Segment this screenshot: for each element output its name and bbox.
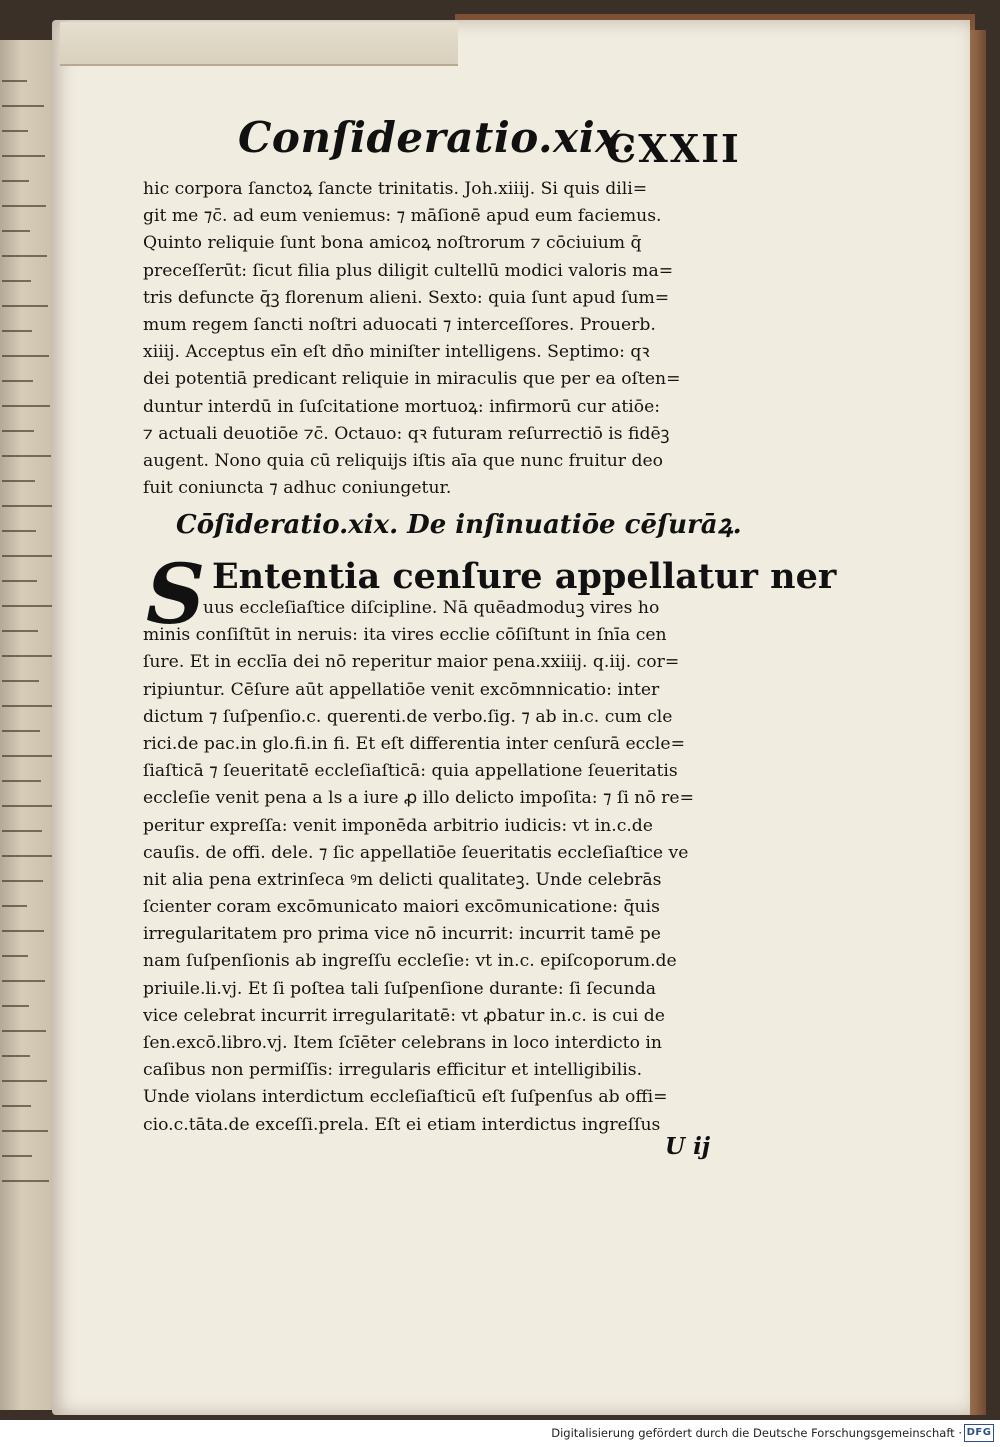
facing-page-text-fragment [2,580,37,582]
text-line: ſure. Et in ecclīa dei nō reperitur maior pena.xxiiij. q.iij. cor= [143,652,680,673]
text-line: mum regem ſancti noſtri aduocati ⁊ interceſſores. Prouerb. [143,314,656,335]
text-line: caſibus non permiſſis: irregularis efficitur et intelligibilis. [143,1060,643,1081]
facing-page-text-fragment [2,305,48,307]
facing-page-text-fragment [2,605,54,607]
facing-page-text-fragment [2,280,31,282]
text-line: xiiij. Acceptus eīn eſt dn̄o miniſter intelligens. Septimo: qꝛ [143,342,650,363]
text-line: vice celebrat incurrit irregularitatē: vt ꝓbatur in.c. is cui de [143,1005,665,1026]
text-line: cio.c.tāta.de exceſſi.prela. Eſt ei etiam interdictus ingreſſus [143,1114,661,1135]
facing-page-text-fragment [2,1130,48,1132]
dfg-logo-icon: DFG [964,1424,994,1442]
facing-page-text-fragment [2,955,28,957]
text-line: minis conſiſtūt in neruis: ita vires ecclie cōſiſtunt in ſnīa cen [143,625,667,646]
text-line: duntur interdū in ſuſcitatione mortuoꝝ: infirmorū cur atiōe: [143,396,661,417]
paragraph-2 [143,595,763,1139]
text-line: ſiaſticā ⁊ ſeueritatē eccleſiaſticā: quia appellatione ſeueritatis [143,761,678,782]
facing-page-text-fragment [2,730,40,732]
facing-page-text-fragment [2,80,27,82]
facing-page-text-fragment [2,455,51,457]
text-line: priuile.li.vj. Et ſi poſtea tali ſuſpenſione durante: ſi ſecunda [143,978,656,999]
text-line: ripiuntur. Cēſure aūt appellatiōe venit excōmnnicatio: inter [143,679,660,700]
facing-page-text-fragment [2,105,44,107]
facing-page-text-fragment [2,880,43,882]
facing-page-text-fragment [2,130,28,132]
facing-page-text-fragment [2,1030,46,1032]
facing-page-text-fragment [2,180,29,182]
facing-page-text-fragment [2,680,39,682]
text-line: fuit coniuncta ⁊ adhuc coniungetur. [143,478,452,499]
funding-credit: Digitalisierung gefördert durch die Deutsche Forschungsgemeinschaft · [551,1426,962,1440]
facing-page-text-fragment [2,505,52,507]
text-line: eccleſie venit pena a ls a iure ꝓ illo delicto impoſita: ⁊ ſi nō re= [143,788,694,809]
text-line: dei potentiā predicant reliquie in miraculis que per ea oſten= [143,369,681,390]
text-line: nit alia pena extrinſeca ꝰm delicti qualitateꝫ. Unde celebrās [143,869,662,890]
footer-bar [0,1420,1000,1447]
paper-tab [60,22,458,66]
facing-page-text-fragment [2,755,57,757]
text-line: cauſis. de offi. dele. ⁊ ſic appellatiōe ſeueritatis eccleſiaſtice ve [143,842,689,863]
text-line: preceſſerūt: ſicut filia plus diligit cultellū modici valoris ma= [143,260,674,281]
facing-page-text-fragment [2,705,56,707]
text-line: git me ⁊c̄. ad eum veniemus: ⁊ māſionē apud eum faciemus. [143,206,662,227]
facing-page-text-fragment [2,355,49,357]
facing-page-text-fragment [2,930,44,932]
facing-page-text-fragment [2,1005,29,1007]
decorated-initial: S [146,547,206,643]
facing-page-text-fragment [2,480,35,482]
signature-mark: U ij [665,1133,711,1160]
section-heading: Cōſideratio.xix. De inſinuatiōe cēſurāꝝ. [176,510,742,540]
facing-page-text-fragment [2,155,45,157]
facing-page-text-fragment [2,555,53,557]
text-line: ⁊ actuali deuotiōe ⁊c̄. Octauo: qꝛ futuram reſurrectiō is fidēꝫ [143,423,670,444]
facing-page-text-fragment [2,1080,47,1082]
facing-page-text-fragment [2,1180,49,1182]
text-line: uus eccleſiaſtice diſcipline. Nā quēadmoduꝫ vires ho [203,598,660,618]
facing-page-text-fragment [2,430,34,432]
facing-page-text-fragment [2,330,32,332]
facing-page-text-fragment [2,830,42,832]
facing-page-text-fragment [2,630,38,632]
facing-page-text-fragment [2,855,59,857]
facing-page-text-fragment [2,405,50,407]
folio-number: CXXII [606,126,741,171]
text-line: rici.de pac.in glo.fi.in fi. Et eſt differentia inter cenſurā eccle= [143,733,685,754]
facing-page-text-fragment [2,805,58,807]
text-line: peritur expreſſa: venit imponēda arbitrio iudicis: vt in.c.de [143,815,653,836]
facing-page-text-fragment [2,230,30,232]
text-line: irregularitatem pro prima vice nō incurrit: incurrit tamē pe [143,924,661,945]
text-line: ſen.excō.libro.vj. Item ſcīēter celebrans in loco interdicto in [143,1033,662,1053]
facing-page-text-fragment [2,1105,31,1107]
paragraph-1 [143,176,763,502]
facing-page-text-fragment [2,980,45,982]
text-line: Unde violans interdictum eccleſiaſticū eſt ſuſpenſus ab offi= [143,1087,668,1108]
facing-page-text-fragment [2,205,46,207]
text-line: augent. Nono quia cū reliquijs iſtis aīa que nunc fruitur deo [143,450,663,471]
facing-page-text-fragment [2,1155,32,1157]
text-line: ſcienter coram excōmunicato maiori excōmunicatione: q̄uis [143,897,660,918]
facing-page-text-fragment [2,255,47,257]
text-line: nam ſuſpenſionis ab ingreſſu eccleſie: vt in.c. epiſcoporum.de [143,951,677,972]
facing-page-text-fragment [2,380,33,382]
opening-line: Ententia cenſure appellatur ner [212,556,837,597]
facing-page-text-fragment [2,1055,30,1057]
text-line: Quinto reliquie ſunt bona amicoꝝ noſtrorum ⁊ cōciuium q̄ [143,233,642,254]
page-running-title: Conſideratio.xix. [238,113,636,162]
text-line: dictum ⁊ ſuſpenſio.c. querenti.de verbo.ſig. ⁊ ab in.c. cum cle [143,706,673,727]
facing-page-text-fragment [2,780,41,782]
facing-page-text-fragment [2,905,27,907]
text-line: hic corpora ſanctoꝝ ſancte trinitatis. Joh.xiiij. Si quis dili= [143,179,648,199]
facing-page-text-fragment [2,655,55,657]
facing-page-text-fragment [2,530,36,532]
text-line: tris defuncte q̄ꝫ florenum alieni. Sexto: quia ſunt apud ſum= [143,287,670,308]
